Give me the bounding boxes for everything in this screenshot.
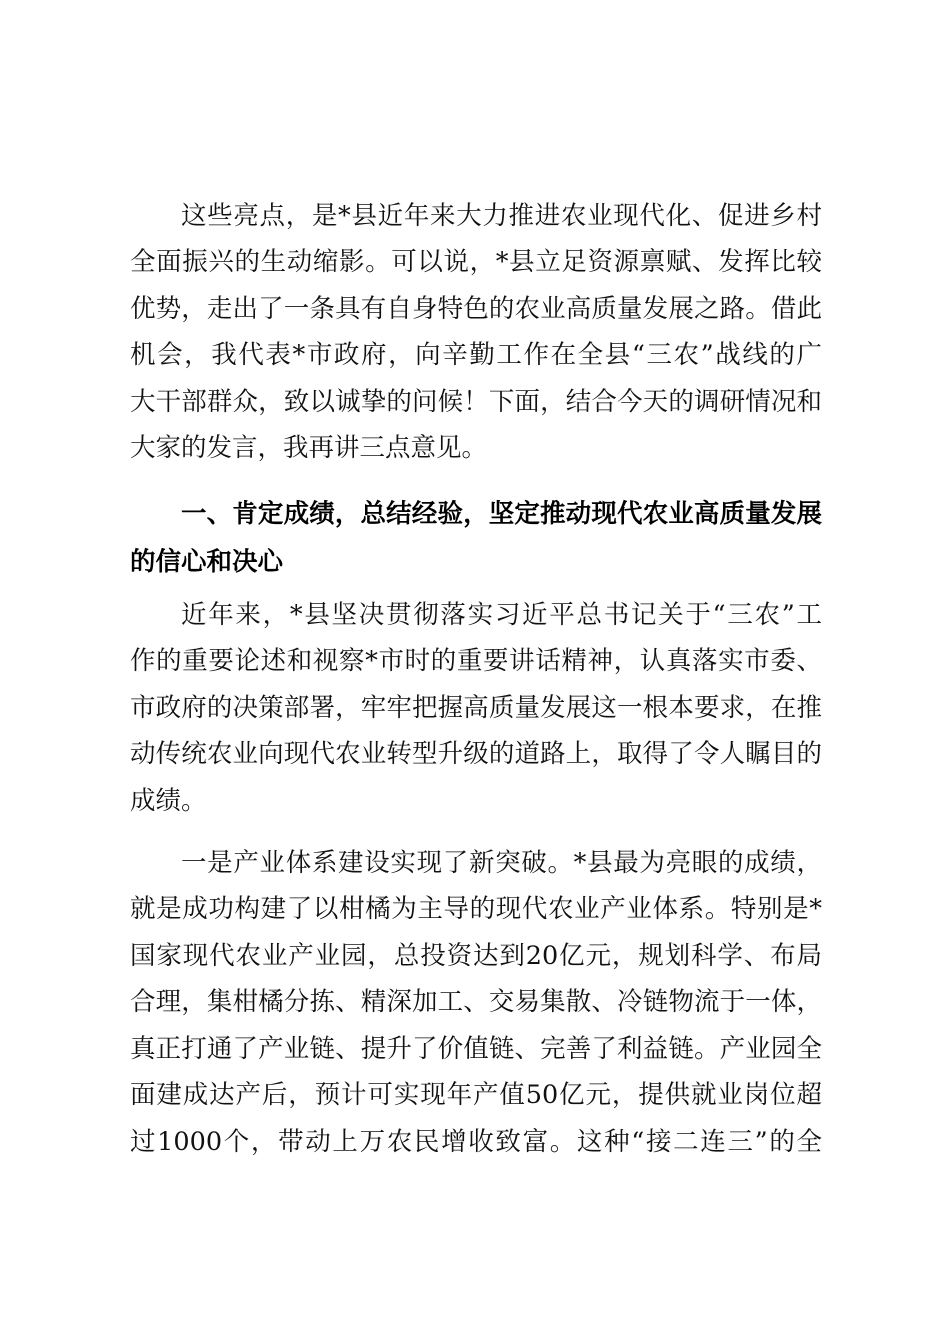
paragraph-3-line-7: 过1000个，带动上万农民增收致富。这种“接二连三”的全: [130, 1127, 822, 1157]
paragraph-1-line-2: 全面振兴的生动缩影。可以说，*县立足资源禀赋、发挥比较: [130, 247, 822, 277]
paragraph-3-line-2: 就是成功构建了以柑橘为主导的现代农业产业体系。特别是*: [130, 894, 822, 924]
paragraph-3-line-3: 国家现代农业产业园，总投资达到20亿元，规划科学、布局: [130, 941, 822, 971]
paragraph-3-line-4: 合理，集柑橘分拣、精深加工、交易集散、冷链物流于一体，: [130, 987, 822, 1017]
paragraph-3-line-6: 面建成达产后，预计可实现年产值50亿元，提供就业岗位超: [130, 1080, 822, 1110]
paragraph-3-line-5: 真正打通了产业链、提升了价值链、完善了利益链。产业园全: [130, 1034, 822, 1064]
paragraph-2-line-5: 成绩。: [130, 786, 207, 816]
paragraph-2-line-4: 动传统农业向现代农业转型升级的道路上，取得了令人瞩目的: [130, 739, 822, 769]
paragraph-1-line-5: 大干部群众，致以诚挚的问候！下面，结合今天的调研情况和: [130, 387, 822, 417]
paragraph-3-line-1: 一是产业体系建设实现了新突破。*县最为亮眼的成绩，: [181, 848, 822, 878]
paragraph-1-line-3: 优势，走出了一条具有自身特色的农业高质量发展之路。借此: [130, 294, 822, 324]
paragraph-2-line-1: 近年来，*县坚决贯彻落实习近平总书记关于“三农”工: [181, 600, 822, 630]
paragraph-1-line-4: 机会，我代表*市政府，向辛勤工作在全县“三农”战线的广: [130, 340, 822, 370]
paragraph-2-line-3: 市政府的决策部署，牢牢把握高质量发展这一根本要求，在推: [130, 693, 822, 723]
section-heading-line-2: 的信心和决心: [130, 547, 284, 577]
section-heading-line-1: 一、肯定成绩，总结经验，坚定推动现代农业高质量发展: [181, 499, 822, 529]
paragraph-1-line-1: 这些亮点，是*县近年来大力推进农业现代化、促进乡村: [181, 201, 822, 231]
paragraph-1-line-6: 大家的发言，我再讲三点意见。: [130, 433, 488, 463]
paragraph-2-line-2: 作的重要论述和视察*市时的重要讲话精神，认真落实市委、: [130, 646, 822, 676]
